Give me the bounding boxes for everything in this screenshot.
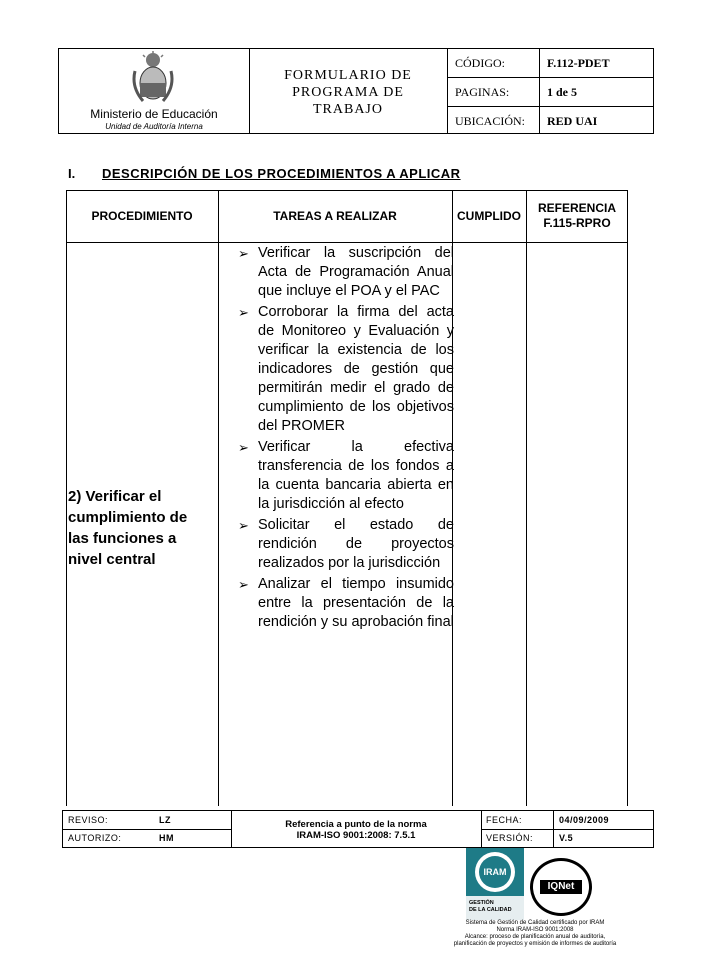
procedure-cell: 2) Verificar el cumplimiento de las funciones a nivel central (68, 488, 188, 568)
arrow-bullet-icon: ➢ (238, 518, 249, 533)
document-footer (62, 810, 654, 848)
header-tareas: TAREAS A REALIZAR (273, 208, 397, 223)
list-item: ➢ Verificar la efectiva transferencia de los fondos a la cuenta bancaria abierta en la jurisdicción al efecto (238, 439, 454, 512)
autorizo-label: AUTORIZO: (68, 833, 122, 843)
form-title: FORMULARIO DE PROGRAMA DE TRABAJO (284, 68, 412, 117)
autorizo-value: HM (159, 833, 174, 843)
version-label: VERSIÓN: (486, 833, 534, 843)
iram-logo: IRAM GESTIÓN DE LA CALIDAD (466, 848, 524, 920)
list-item: ➢ Solicitar el estado de rendición de proyectos realizados por la jurisdicción (238, 517, 454, 571)
section-title: DESCRIPCIÓN DE LOS PROCEDIMIENTOS A APLICAR (102, 166, 461, 181)
arrow-bullet-icon: ➢ (238, 246, 249, 261)
certification-text: Sistema de Gestión de Calidad certificado por IRAM Norma IRAM-ISO 9001:2008 Alcance: proceso de planificación anual de auditoría, planificación de proyectos y emisión de informes de auditoría (453, 920, 617, 947)
ubicacion-label: UBICACIÓN: (455, 114, 526, 128)
list-item: ➢ Analizar el tiempo insumido entre la presentación de la rendición y su aprobación final (238, 576, 454, 630)
fecha-value: 04/09/2009 (559, 815, 610, 825)
ministry-name: Ministerio de Educación (90, 107, 218, 121)
list-item: ➢ Verificar la suscripción del Acta de Programación Anual que incluye el POA y el PAC (238, 245, 454, 299)
reviso-value: LZ (159, 815, 171, 825)
arrow-bullet-icon: ➢ (238, 577, 249, 592)
codigo-label: CÓDIGO: (455, 56, 505, 70)
header-cumplido: CUMPLIDO (457, 208, 521, 223)
document-header (58, 48, 654, 134)
section-heading (68, 166, 461, 181)
header-referencia: REFERENCIA F.115-RPRO (537, 201, 616, 230)
unit-name: Unidad de Auditoría Interna (105, 122, 203, 131)
norma-reference: Referencia a punto de la norma IRAM-ISO 9001:2008: 7.5.1 (285, 819, 427, 841)
coat-of-arms-logo (131, 51, 175, 105)
reviso-label: REVISO: (68, 815, 109, 825)
procedures-table (66, 190, 628, 806)
paginas-label: PAGINAS: (455, 85, 510, 99)
header-procedimiento: PROCEDIMIENTO (91, 208, 193, 223)
paginas-value: 1 de 5 (547, 85, 577, 99)
ubicacion-value: RED UAI (547, 114, 598, 128)
arrow-bullet-icon: ➢ (238, 305, 249, 320)
codigo-value: F.112-PDET (547, 56, 610, 70)
list-item: ➢ Corroborar la firma del acta de Monitoreo y Evaluación y verificar la existencia de los indicadores de gestión que permitirán medir el grado de cumplimiento de los objetivos del PROMER (238, 304, 454, 434)
arrow-bullet-icon: ➢ (238, 440, 249, 455)
section-number: I. (68, 166, 76, 181)
fecha-label: FECHA: (486, 815, 523, 825)
task-list (232, 244, 454, 634)
version-value: V.5 (559, 833, 574, 843)
iqnet-logo: IQNet (530, 858, 594, 918)
